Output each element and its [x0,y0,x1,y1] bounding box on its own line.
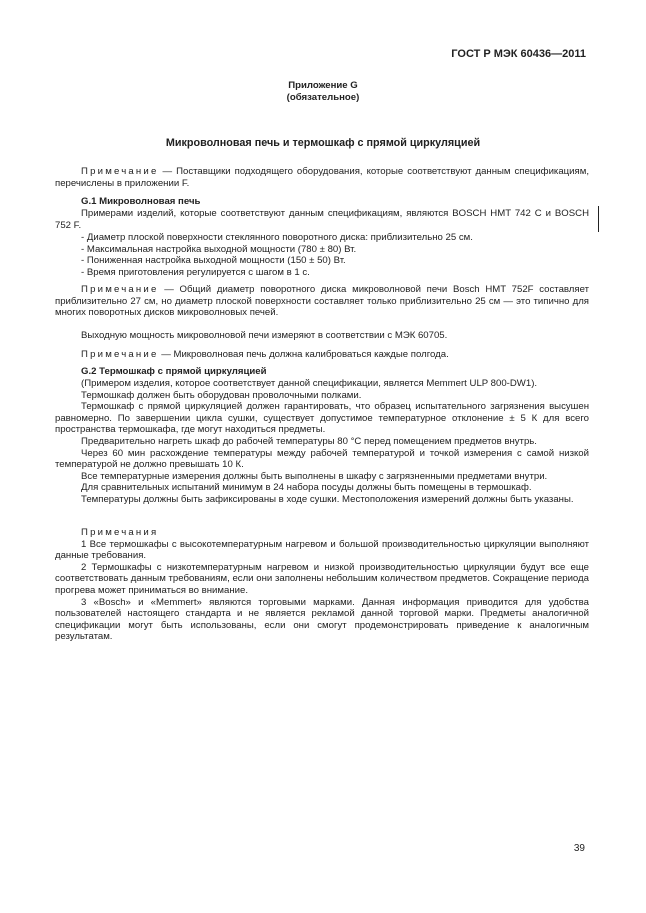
paragraph: Температуры должны быть зафиксированы в ходе сушки. Местоположения измерений должны быть указаны. [81,493,574,505]
paragraph: Предварительно нагреть шкаф до рабочей температуры 80 °С перед помещением предметов внутрь. [81,435,537,447]
note-text: — Общий диаметр поворотного диска микроволновой печи Bosch HMT 752F составляет приблизительно 27 см, но диаметр плоской поверхности составляет только приблизительно 25 см — это типично для многих поворотных дисков микроволновых печей. [55,284,589,319]
note-item: 1 Все термошкафы с высокотемпературным нагревом и большой производительностью циркуляции выполняют данные требования. [55,538,589,562]
intro-note [55,166,589,189]
note-item: 2 Термошкафы с низкотемпературным нагревом и низкой производительностью циркуляции будут все еще соответствовать данным требованиям, если они заполнены небольшим количеством предметов. Сокращение периода прогрева может приниматься во внимание. [55,561,589,596]
g2-heading: G.2 Термошкаф с прямой циркуляцией [81,366,267,377]
paragraph: (Примером изделия, которое соответствует данной спецификации, является Memmert ULP 800-DW1). [81,378,538,389]
g2-body [55,378,589,506]
document-code: ГОСТ Р МЭК 60436—2011 [451,48,586,60]
note-item: 3 «Bosch» и «Memmert» являются торговыми марками. Данная информация приводится для удобства пользователей настоящего стандарта и не является рекламой данной торговой марки. Предметы аналогичной спецификации могут быть использованы, если они смогут продемонстрировать приведение к аналогичным результатам. [55,596,589,643]
paragraph: Все температурные измерения должны быть выполнены в шкафу с загрязненными предметами внутри. [81,470,548,482]
paragraph: Для сравнительных испытаний минимум в 24 набора посуды должны быть помещены в термошкаф. [81,482,532,494]
annex-heading [0,80,646,104]
spec-item: - Пониженная настройка выходной мощности (150 ± 50) Вт. [81,255,346,267]
g1-note-1 [55,284,589,319]
note-label: Примечание [81,166,159,177]
note-text: — Поставщики подходящего оборудования, которые соответствуют данным спецификациям, перечислены в приложении F. [55,166,589,189]
annex-status: (обязательное) [286,92,360,103]
paragraph: Термошкаф должен быть оборудован проволочными полками. [81,389,362,401]
section-title: Микроволновая печь и термошкаф с прямой циркуляцией [165,137,481,149]
g1-examples: Примерами изделий, которые соответствуют данным спецификациям, являются BOSCH HMT 742 C и BOSCH 752 F. [55,208,589,231]
change-bar [598,206,599,232]
note-label: Примечание [81,349,159,360]
g1-heading: G.1 Микроволновая печь [81,196,201,207]
page-number: 39 [573,843,585,855]
notes-label: Примечания [81,527,159,538]
note-text: — Микроволновая печь должна калиброваться каждые полгода. [158,349,449,360]
paragraph: Термошкаф с прямой циркуляцией должен гарантировать, что образец испытательного загрязнения высушен равномерно. По завершении цикла сушки, существует допустимое температурное отклонение ± 5 К для всего пространства термошкафа, где могут находиться предметы. [55,401,589,436]
g1-spec-list [55,232,615,278]
paragraph: Через 60 мин расхождение температуры между рабочей температурой и точкой измерения с самой низкой температурой не должно превышать 10 К. [55,447,589,471]
note-label: Примечание [81,284,159,295]
g1-note-2 [55,349,589,361]
spec-item: - Время приготовления регулируется с шагом в 1 с. [81,266,310,278]
spec-item: - Максимальная настройка выходной мощности (780 ± 80) Вт. [81,243,357,255]
g2-notes [55,527,589,643]
g1-power: Выходную мощность микроволновой печи измеряют в соответствии с МЭК 60705. [81,330,448,341]
annex-title: Приложение G [288,80,358,91]
spec-item: - Диаметр плоской поверхности стеклянного поворотного диска: приблизительно 25 см. [81,232,473,243]
